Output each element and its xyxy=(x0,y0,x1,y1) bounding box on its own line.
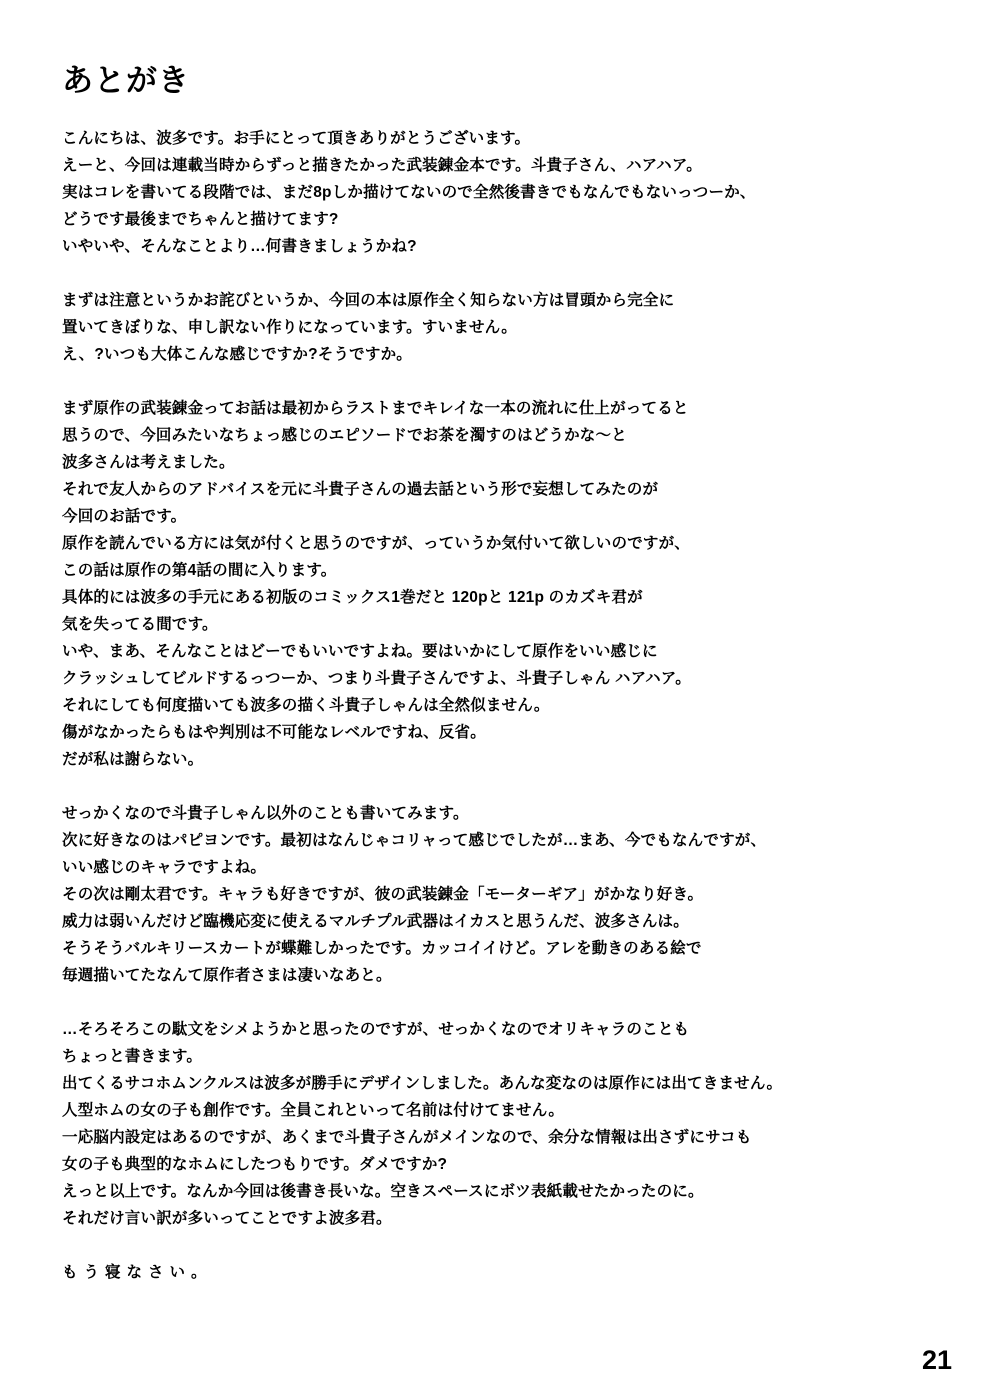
text-line: いい感じのキャラですよね。 xyxy=(62,859,267,876)
text-line: だが私は謝らない。 xyxy=(62,751,204,768)
text-line: えーと、今回は連載当時からずっと描きたかった武装錬金本です。斗貴子さん、ハアハア。 xyxy=(62,157,702,174)
text-line: えっと以上です。なんか今回は後書き長いな。空きスペースにボツ表紙載せたかったのに。 xyxy=(62,1183,704,1200)
text-line: 今回のお話です。 xyxy=(62,508,187,525)
afterword-body xyxy=(62,125,942,1286)
text-line: 波多さんは考えました。 xyxy=(62,454,235,471)
text-line: 人型ホムの女の子も創作です。全員これといって名前は付けてません。 xyxy=(62,1102,565,1119)
text-line: 威力は弱いんだけど臨機応変に使えるマルチプル武器はイカスと思うんだ、波多さんは。 xyxy=(62,913,689,930)
text-line: 思うので、今回みたいなちょっ感じのエピソードでお茶を濁すのはどうかな〜と xyxy=(62,427,627,444)
text-line: え、?いつも大体こんな感じですか?そうですか。 xyxy=(62,346,412,363)
text-line: …そろそろこの駄文をシメようかと思ったのですが、せっかくなのでオリキャラのことも xyxy=(62,1021,690,1038)
text-line: 原作を読んでいる方には気が付くと思うのですが、っていうか気付いて欲しいのですが、 xyxy=(62,535,691,552)
text-line: その次は剛太君です。キャラも好きですが、彼の武装錬金「モーターギア」がかなり好き。 xyxy=(62,886,704,903)
text-line: こんにちは、波多です。お手にとって頂きありがとうございます。 xyxy=(62,130,531,147)
text-line: どうです最後までちゃんと描けてます? xyxy=(62,211,339,228)
paragraph xyxy=(62,800,942,989)
text-line: まず原作の武装錬金ってお話は最初からラストまでキレイな一本の流れに仕上がってると xyxy=(62,400,689,417)
paragraph xyxy=(62,1259,942,1286)
text-line: いやいや、そんなことより…何書きましょうかね? xyxy=(62,238,417,255)
text-line: 一応脳内設定はあるのですが、あくまで斗貴子さんがメインなので、余分な情報は出さずにサコも xyxy=(62,1129,752,1146)
text-line: 毎週描いてたなんて原作者さまは凄いなあと。 xyxy=(62,967,392,984)
page-number: 21 xyxy=(921,1345,952,1375)
text-line: そうそうバルキリースカートが蝶難しかったです。カッコイイけど。アレを動きのある絵で xyxy=(62,940,702,957)
text-line: それにしても何度描いても波多の描く斗貴子しゃんは全然似ません。 xyxy=(62,697,550,714)
text-line: もう寝なさい。 xyxy=(62,1264,213,1281)
text-line: まずは注意というかお詫びというか、今回の本は原作全く知らない方は冒頭から完全に xyxy=(62,292,675,309)
text-line: 気を失ってる間です。 xyxy=(62,616,218,633)
text-line: クラッシュしてビルドするっつーか、つまり斗貴子さんですよ、斗貴子しゃん ハアハア。 xyxy=(62,670,691,687)
text-line: 出てくるサコホムンクルスは波多が勝手にデザインしました。あんな変なのは原作には出てきません。 xyxy=(62,1075,783,1092)
text-line: 次に好きなのはパピヨンです。最初はなんじゃコリャって感じでしたが…まあ、今でもなんですが、 xyxy=(62,832,767,849)
text-line: 傷がなかったらもはや判別は不可能なレベルですね、反省。 xyxy=(62,724,486,741)
paragraph xyxy=(62,395,942,773)
paragraph xyxy=(62,1016,942,1232)
text-line: 女の子も典型的なホムにしたつもりです。ダメですか? xyxy=(62,1156,448,1173)
text-line: 具体的には波多の手元にある初版のコミックス1巻だと 120pと 121p のカズキ君が xyxy=(62,589,643,606)
text-line: せっかくなので斗貴子しゃん以外のことも書いてみます。 xyxy=(62,805,469,822)
text-line: それで友人からのアドバイスを元に斗貴子さんの過去話という形で妄想してみたのが xyxy=(62,481,659,498)
text-line: 置いてきぼりな、申し訳ない作りになっています。すいません。 xyxy=(62,319,517,336)
text-line: ちょっと書きます。 xyxy=(62,1048,203,1065)
text-line: いや、まあ、そんなことはどーでもいいですよね。要はいかにして原作をいい感じに xyxy=(62,643,658,660)
text-line: この話は原作の第4話の間に入ります。 xyxy=(62,562,337,579)
page-title: あとがき xyxy=(62,63,190,98)
paragraph xyxy=(62,125,942,260)
text-line: それだけ言い訳が多いってことですよ波多君。 xyxy=(62,1210,392,1227)
paragraph xyxy=(62,287,942,368)
text-line: 実はコレを書いてる段階では、まだ8pしか描けてないので全然後書きでもなんでもないっつーか、 xyxy=(62,184,756,201)
